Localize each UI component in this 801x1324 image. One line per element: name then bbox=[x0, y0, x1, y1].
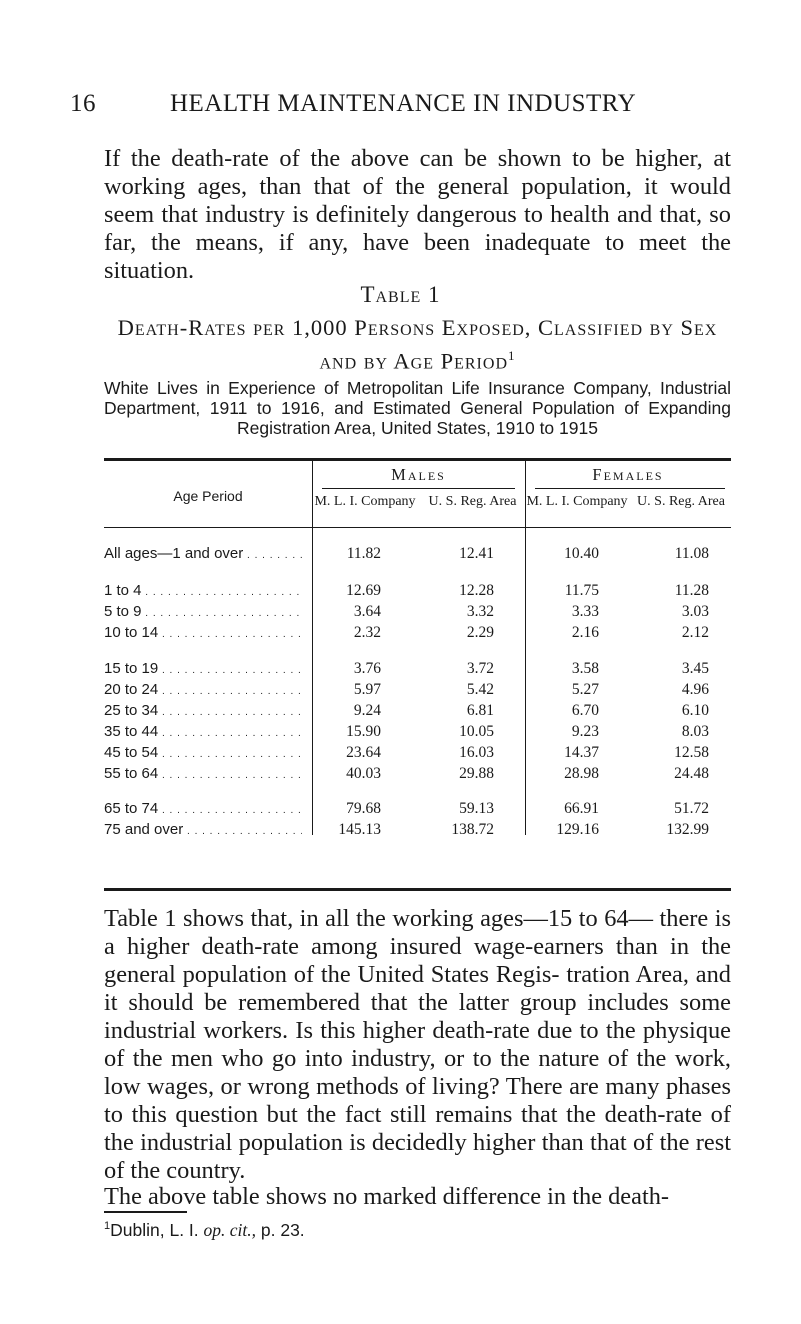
footnote-italic: op. cit., bbox=[203, 1219, 257, 1240]
cell-male-us: 59.13 bbox=[459, 800, 494, 817]
row-age-label: 65 to 74 . . . bbox=[104, 800, 302, 817]
table-row bbox=[104, 800, 731, 822]
header-males: Males bbox=[391, 465, 446, 484]
table-title-text: Death-Rates per 1,000 Persons Exposed, Classified by Sex and by Age Period bbox=[117, 315, 718, 374]
page-number: 16 bbox=[70, 90, 96, 117]
table-title bbox=[104, 314, 731, 376]
cell-male-us: 2.29 bbox=[466, 624, 494, 641]
table-row bbox=[104, 821, 731, 843]
table-bottom-rule bbox=[104, 888, 731, 891]
cell-female-us: 11.28 bbox=[674, 582, 709, 599]
cell-female-us: 4.96 bbox=[681, 681, 709, 698]
cell-male-mli: 40.03 bbox=[346, 765, 381, 782]
cell-female-us: 3.03 bbox=[681, 603, 709, 620]
row-age-label: 20 to 24 . . . bbox=[104, 681, 302, 698]
body-paragraph-2: Table 1 shows that, in all the working ages—15 to 64— there is a higher death-rate among insured wage-earners than in the general population of the United States Regis- tration Area, and it should be remembered that the latter group includes some industrial workers. Is this higher death-rate due to the physique of the men who go into industry, or to the nature of the work, low wages, or wrong methods of living? There are many phases to this question but the fact still remains that the death-rate of the industrial population is decidedly higher than that of the rest of the country. bbox=[104, 905, 731, 1184]
cell-male-mli: 5.97 bbox=[353, 681, 381, 698]
cell-female-mli: 28.98 bbox=[564, 765, 599, 782]
cell-female-us: 6.10 bbox=[681, 702, 709, 719]
table-row bbox=[104, 765, 731, 787]
table-row bbox=[104, 582, 731, 604]
cell-female-us: 12.58 bbox=[674, 744, 709, 761]
cell-female-mli: 66.91 bbox=[564, 800, 599, 817]
cell-male-us: 3.72 bbox=[466, 660, 494, 677]
row-age-label: 55 to 64 . . . bbox=[104, 765, 302, 782]
cell-female-mli: 3.58 bbox=[571, 660, 599, 677]
cell-male-us: 6.81 bbox=[466, 702, 494, 719]
row-age-label: 5 to 9 . . . bbox=[104, 603, 302, 620]
cell-female-us: 11.08 bbox=[674, 545, 709, 562]
cell-male-us: 3.32 bbox=[466, 603, 494, 620]
table-title-footnote-mark: 1 bbox=[508, 348, 516, 363]
header-females-underline bbox=[535, 488, 725, 489]
table-row bbox=[104, 681, 731, 703]
cell-male-us: 10.05 bbox=[459, 723, 494, 740]
footnote-text-end: p. 23. bbox=[256, 1219, 305, 1240]
footnote-text: Dublin, L. I. bbox=[110, 1219, 204, 1240]
cell-male-mli: 79.68 bbox=[346, 800, 381, 817]
cell-female-us: 8.03 bbox=[681, 723, 709, 740]
header-female-us-reg-area: U. S. Reg. Area bbox=[637, 494, 725, 509]
table-row bbox=[104, 702, 731, 724]
header-males-underline bbox=[322, 488, 515, 489]
cell-male-us: 16.03 bbox=[459, 744, 494, 761]
cell-male-us: 29.88 bbox=[459, 765, 494, 782]
table-row bbox=[104, 744, 731, 766]
cell-female-mli: 9.23 bbox=[571, 723, 599, 740]
running-head bbox=[70, 90, 732, 124]
table-row bbox=[104, 723, 731, 745]
header-male-us-reg-area: U. S. Reg. Area bbox=[428, 494, 517, 509]
row-age-label: 10 to 14 . . . bbox=[104, 624, 302, 641]
cell-male-us: 138.72 bbox=[451, 821, 494, 838]
row-age-label: 35 to 44 . . . bbox=[104, 723, 302, 740]
footnote bbox=[104, 1215, 731, 1241]
cell-male-us: 5.42 bbox=[466, 681, 494, 698]
cell-female-mli: 3.33 bbox=[571, 603, 599, 620]
cell-female-mli: 2.16 bbox=[571, 624, 599, 641]
row-age-label: 45 to 54 . . . bbox=[104, 744, 302, 761]
table-row bbox=[104, 603, 731, 625]
cell-male-mli: 9.24 bbox=[353, 702, 381, 719]
table-row bbox=[104, 624, 731, 646]
row-age-label: 25 to 34 . . . bbox=[104, 702, 302, 719]
table-label: Table 1 bbox=[360, 282, 441, 307]
cell-male-mli: 11.82 bbox=[346, 545, 381, 562]
cell-female-us: 132.99 bbox=[666, 821, 709, 838]
header-females: Females bbox=[592, 465, 664, 484]
cell-male-mli: 145.13 bbox=[338, 821, 381, 838]
header-male-mli-company: M. L. I. Company bbox=[314, 494, 416, 509]
row-age-label: 1 to 4 . . . bbox=[104, 582, 302, 599]
header-bottom-rule bbox=[104, 527, 731, 528]
cell-female-mli: 129.16 bbox=[556, 821, 599, 838]
table-top-rule bbox=[104, 458, 731, 461]
cell-male-mli: 2.32 bbox=[353, 624, 381, 641]
cell-female-us: 51.72 bbox=[674, 800, 709, 817]
cell-female-mli: 10.40 bbox=[564, 545, 599, 562]
footnote-mark: 1 bbox=[104, 1220, 111, 1232]
cell-male-us: 12.28 bbox=[459, 582, 494, 599]
cell-female-mli: 14.37 bbox=[564, 744, 599, 761]
table-row bbox=[104, 660, 731, 682]
cell-female-mli: 11.75 bbox=[564, 582, 599, 599]
cell-female-us: 2.12 bbox=[681, 624, 709, 641]
cell-female-mli: 5.27 bbox=[571, 681, 599, 698]
cell-female-us: 3.45 bbox=[681, 660, 709, 677]
cell-female-us: 24.48 bbox=[674, 765, 709, 782]
header-age-period: Age Period bbox=[173, 488, 243, 504]
body-paragraph-1: If the death-rate of the above can be shown to be higher, at working ages, than that of the general population, it would seem that industry is definitely dangerous to health and that, so far, the means, if any, have been inadequate to meet the situation. bbox=[104, 145, 731, 284]
cell-male-mli: 3.76 bbox=[353, 660, 381, 677]
table-row-all-ages bbox=[104, 545, 731, 567]
death-rate-table bbox=[104, 458, 731, 892]
running-title: HEALTH MAINTENANCE IN INDUSTRY bbox=[170, 90, 637, 117]
body-paragraph-3: The above table shows no marked difference in the death- bbox=[104, 1183, 670, 1210]
cell-male-us: 12.41 bbox=[459, 545, 494, 562]
header-female-mli-company: M. L. I. Company bbox=[526, 494, 628, 509]
table-subtitle: White Lives in Experience of Metropolitan Life Insurance Company, Industrial Department, 1911 to 1916, and Estimated General Population of Expanding Registration Area, United States, 1910 to 1915 bbox=[104, 378, 731, 438]
cell-male-mli: 23.64 bbox=[346, 744, 381, 761]
cell-male-mli: 3.64 bbox=[353, 603, 381, 620]
row-age-label: 15 to 19 . . . bbox=[104, 660, 302, 677]
cell-male-mli: 15.90 bbox=[346, 723, 381, 740]
cell-female-mli: 6.70 bbox=[571, 702, 599, 719]
row-age-label: 75 and over . . . bbox=[104, 821, 302, 838]
footnote-rule bbox=[104, 1211, 187, 1213]
row-age-label: All ages—1 and over . . . bbox=[104, 545, 302, 562]
cell-male-mli: 12.69 bbox=[346, 582, 381, 599]
